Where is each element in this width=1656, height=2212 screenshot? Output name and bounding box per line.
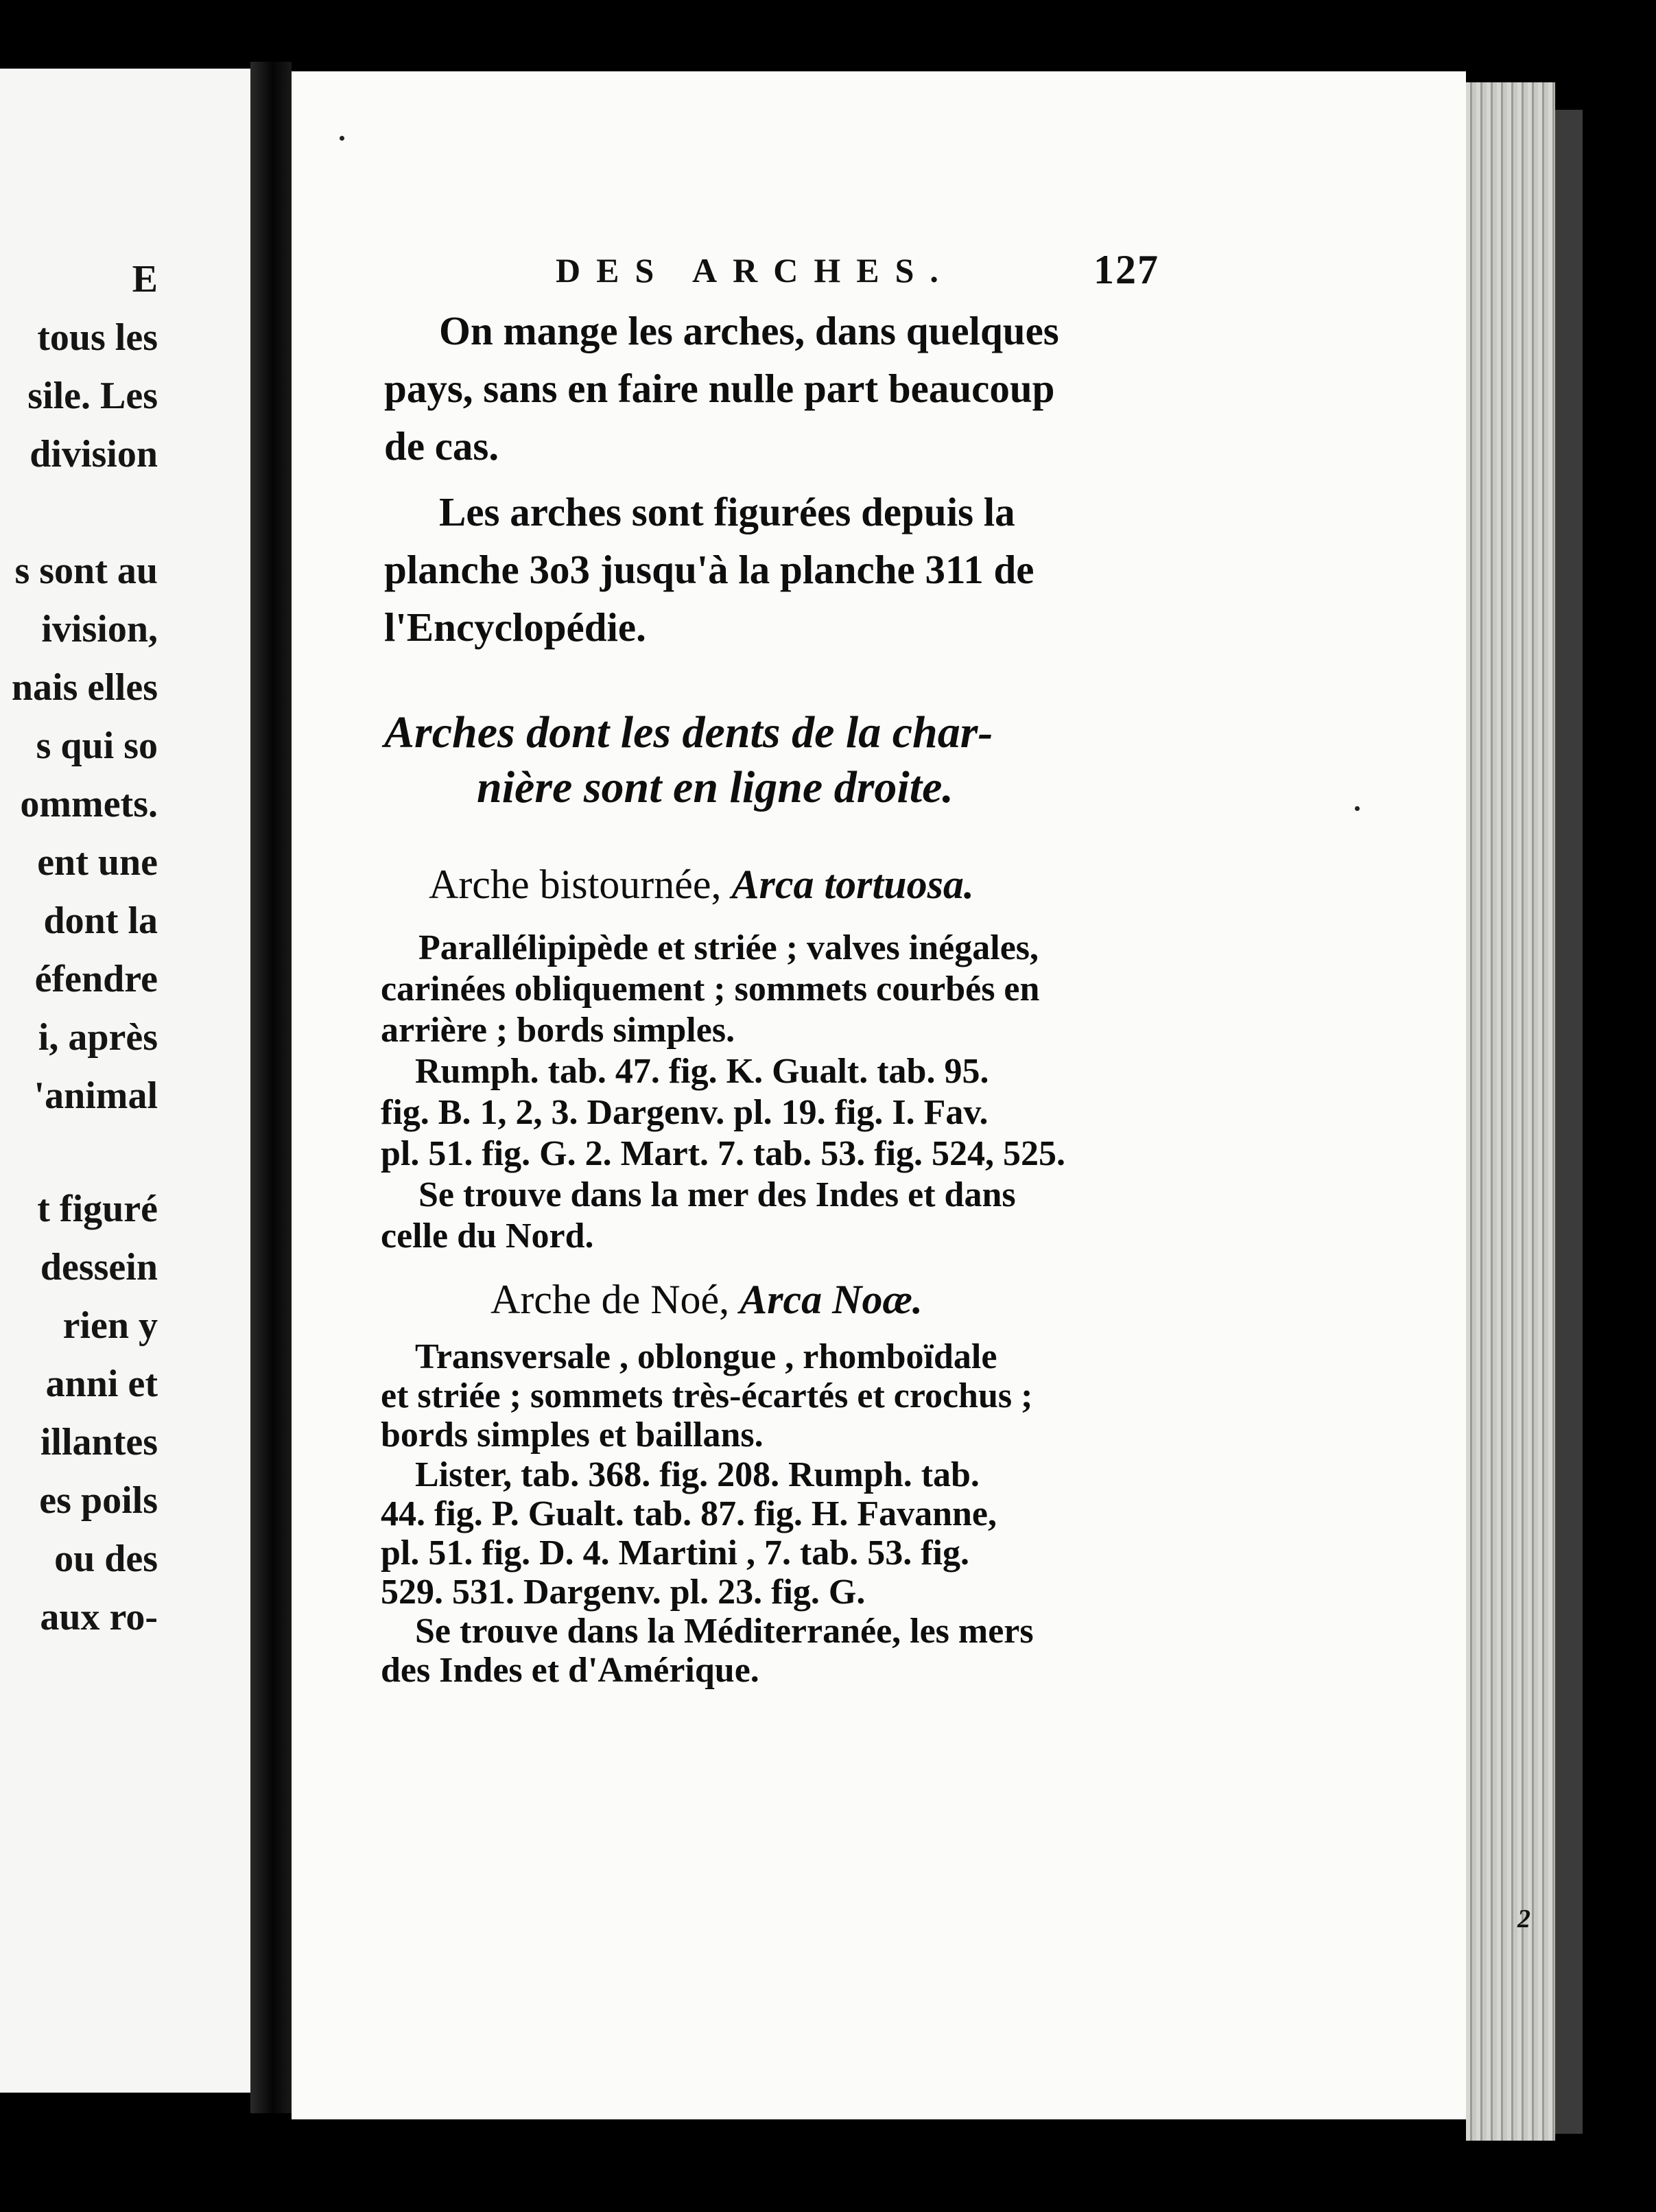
left-line: 'animal (34, 1074, 158, 1117)
book-gutter (250, 62, 292, 2113)
left-line: éfendre (34, 958, 158, 1000)
left-facing-page (0, 69, 250, 2093)
species-1-reference-line: fig. B. 1, 2, 3. Dargenv. pl. 19. fig. I. Fav. (381, 1093, 989, 1132)
left-line: aux ro- (40, 1596, 158, 1638)
paragraph-1-line: de cas. (384, 423, 499, 469)
species-2-reference-line: 44. fig. P. Gualt. tab. 87. fig. H. Favanne, (381, 1494, 997, 1533)
section-heading-line: nière sont en ligne droite. (477, 762, 954, 812)
section-heading-line: Arches dont les dents de la char- (384, 707, 993, 757)
left-line: tous les (37, 316, 158, 359)
left-line: E (132, 258, 158, 301)
left-line: anni et (45, 1363, 158, 1405)
species-2-habitat-line: des Indes et d'Amérique. (381, 1651, 759, 1690)
paragraph-2-line: Les arches sont figurées depuis la (439, 489, 1015, 534)
left-line: es poils (39, 1479, 158, 1522)
left-line: i, après (38, 1016, 158, 1059)
species-1-habitat-line: Se trouve dans la mer des Indes et dans (418, 1175, 1016, 1214)
left-line: ommets. (20, 783, 158, 825)
running-head (556, 247, 1159, 298)
species-2-description-line: et striée ; sommets très-écartés et crochus ; (381, 1376, 1033, 1415)
left-line: ou des (54, 1538, 158, 1580)
left-line: division (29, 433, 158, 475)
edge-mark: 2 (1517, 1905, 1530, 1933)
book-cover-edge (1555, 110, 1583, 2134)
species-1-title (429, 861, 974, 908)
species-1-description-line: carinées obliquement ; sommets courbés en (381, 969, 1040, 1009)
species-2-reference-line: 529. 531. Dargenv. pl. 23. fig. G. (381, 1573, 866, 1612)
species-1-reference-line: Rumph. tab. 47. fig. K. Gualt. tab. 95. (415, 1052, 989, 1091)
left-line: ivision, (41, 608, 158, 650)
species-1-description-line: arrière ; bords simples. (381, 1011, 735, 1050)
paragraph-2-line: l'Encyclopédie. (384, 604, 646, 650)
ink-speck (340, 136, 344, 141)
species-2-title (490, 1276, 923, 1323)
species-2-habitat-line: Se trouve dans la Méditerranée, les mers (415, 1612, 1034, 1651)
species-1-description-line: Parallélipipède et striée ; valves inégales, (418, 928, 1039, 967)
page-edges (1466, 82, 1555, 2141)
species-2-description-line: Transversale , oblongue , rhomboïdale (415, 1337, 997, 1376)
species-1-reference-line: pl. 51. fig. G. 2. Mart. 7. tab. 53. fig. 524, 525. (381, 1134, 1066, 1173)
left-line: s sont au (14, 550, 158, 592)
paragraph-2-line: planche 3o3 jusqu'à la planche 311 de (384, 547, 1034, 592)
left-line: t figuré (37, 1188, 158, 1230)
paragraph-1-line: On mange les arches, dans quelques (439, 308, 1059, 353)
species-2-reference-line: pl. 51. fig. D. 4. Martini , 7. tab. 53. fig. (381, 1533, 969, 1573)
species-1-latin-name: Arca tortuosa. (731, 862, 974, 907)
species-1-name: Arche bistournée, (429, 862, 732, 907)
running-title: DES ARCHES. (556, 251, 954, 290)
left-line: illantes (40, 1421, 158, 1463)
page-number: 127 (1093, 247, 1159, 292)
left-line: rien y (62, 1304, 158, 1347)
paragraph-1-line: pays, sans en faire nulle part beaucoup (384, 366, 1055, 411)
left-line: nais elles (11, 666, 158, 709)
species-1-habitat-line: celle du Nord. (381, 1216, 594, 1256)
ink-speck (1355, 806, 1360, 811)
left-line: ent une (37, 841, 158, 884)
left-line: dessein (40, 1246, 158, 1289)
left-line: sile. Les (27, 375, 158, 417)
left-line: dont la (43, 899, 158, 942)
species-2-reference-line: Lister, tab. 368. fig. 208. Rumph. tab. (415, 1455, 980, 1494)
species-2-description-line: bords simples et baillans. (381, 1415, 764, 1455)
species-2-name: Arche de Noé, (490, 1277, 740, 1322)
species-2-latin-name: Arca Noæ. (740, 1277, 923, 1322)
left-line: s qui so (36, 725, 158, 767)
